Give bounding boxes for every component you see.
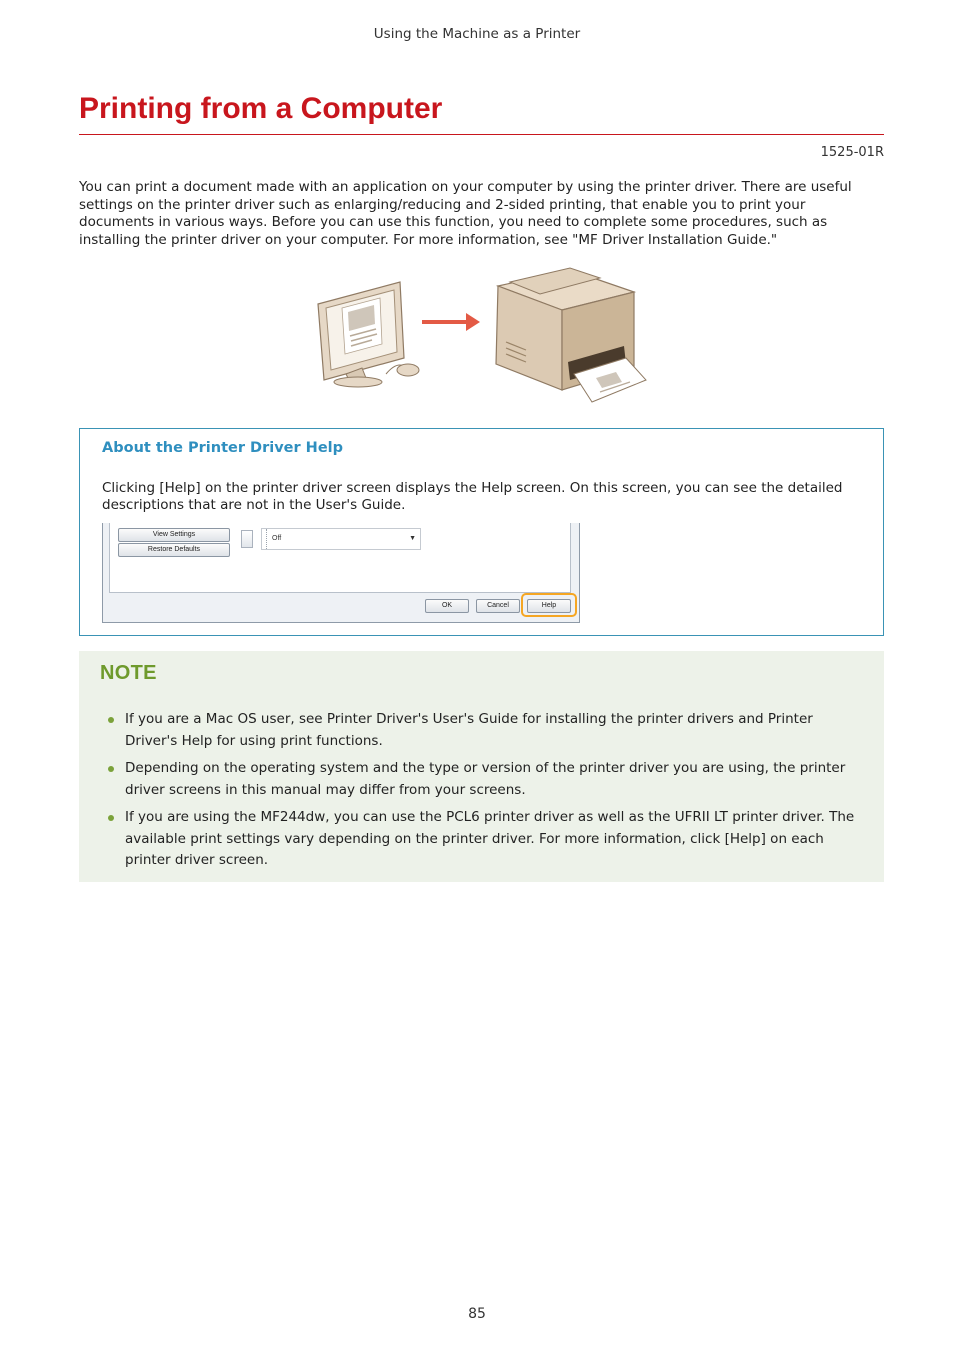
driver-dialog-screenshot [102, 523, 580, 623]
note-title: NOTE [100, 662, 157, 684]
title-divider [79, 134, 884, 135]
note-item [107, 807, 855, 872]
note-item-text: If you are a Mac OS user, see Printer Driver's User's Guide for installing the printer drivers and Printer Driver's Help for using print functions. [125, 711, 813, 749]
page-number: 85 [468, 1306, 486, 1322]
combo-separator [266, 529, 268, 549]
running-header: Using the Machine as a Printer [373, 26, 581, 42]
help-box-title: About the Printer Driver Help [102, 440, 343, 456]
combo-value: Off [272, 535, 282, 542]
page-title: Printing from a Computer [79, 92, 443, 125]
bullet-icon [108, 815, 114, 821]
arrow-right-icon [422, 313, 480, 331]
computer-to-printer-illustration [300, 262, 660, 412]
restore-defaults-button[interactable]: Restore Defaults [118, 543, 230, 557]
bullet-icon [108, 717, 114, 723]
note-item [107, 758, 855, 801]
note-item-text: If you are using the MF244dw, you can use the PCL6 printer driver as well as the UFRII LT printer driver. The available print settings vary depending on the printer driver. For more information, click [Help] on each printer driver screen. [125, 809, 855, 868]
help-button[interactable]: Help [527, 599, 571, 613]
printer-icon [496, 268, 646, 402]
document-thumbnail-icon [241, 530, 253, 548]
note-box [79, 651, 884, 882]
computer-icon [318, 282, 419, 387]
printer-driver-help-box [79, 428, 884, 636]
ok-button[interactable]: OK [425, 599, 469, 613]
note-item-text: Depending on the operating system and the type or version of the printer driver you are using, the printer driver screens in this manual may differ from your screens. [125, 760, 846, 798]
help-box-text: Clicking [Help] on the printer driver screen displays the Help screen. On this screen, you can see the detailed descriptions that are not in the User's Guide. [102, 480, 843, 513]
cancel-button[interactable]: Cancel [476, 599, 520, 613]
document-id: 1525-01R [820, 145, 884, 160]
illustration-svg [300, 262, 660, 412]
note-item [107, 709, 855, 752]
view-settings-button[interactable]: View Settings [118, 528, 230, 542]
chevron-down-icon: ▼ [409, 535, 416, 542]
setting-combo-box[interactable] [261, 528, 421, 550]
intro-paragraph: You can print a document made with an application on your computer by using the printer driver. There are useful settings on the printer driver such as enlarging/reducing and 2-sided printing, that enable you to print your documents in various ways. Before you can use this function, you need to complete some procedures, such as installing the printer driver on your computer. For more information, see "MF Driver Installation Guide." [79, 179, 852, 248]
bullet-icon [108, 766, 114, 772]
dialog-settings-pane [109, 523, 571, 593]
note-list [107, 709, 855, 878]
